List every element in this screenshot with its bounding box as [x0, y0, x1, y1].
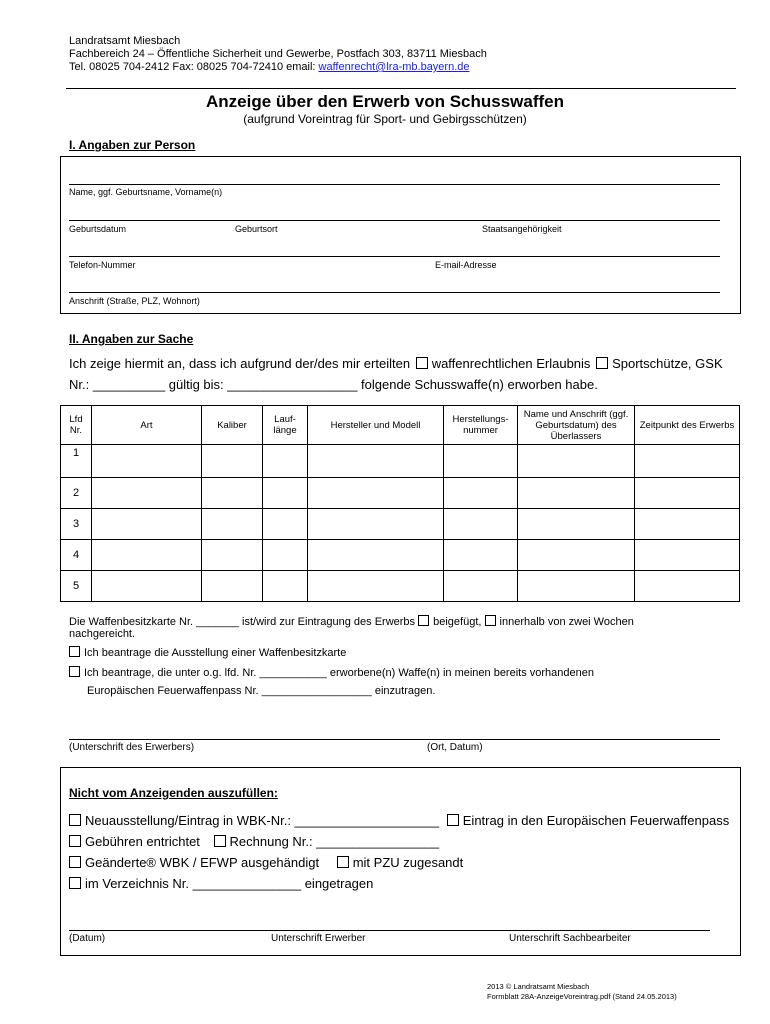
office-date-label: (Datum)	[69, 933, 106, 944]
declaration-line2: Nr.: __________ gültig bis: __________________ folgende Schusswaffe(n) erworben habe.	[69, 377, 598, 392]
invoice-checkbox[interactable]	[214, 835, 226, 847]
row-number: 5	[61, 571, 92, 602]
cell-input[interactable]	[308, 509, 444, 540]
cell-input[interactable]	[308, 571, 444, 602]
cell-input[interactable]	[635, 445, 740, 478]
submitted-later-label: innerhalb von zwei Wochen	[499, 616, 634, 628]
cell-input[interactable]	[308, 478, 444, 509]
birthdate-label: Geburtsdatum	[69, 224, 127, 234]
cell-input[interactable]	[202, 540, 263, 571]
cell-input[interactable]	[518, 478, 635, 509]
office-buyer-sign-label: Unterschrift Erwerber	[271, 933, 366, 944]
cell-input[interactable]	[202, 509, 263, 540]
cell-input[interactable]	[518, 445, 635, 478]
invoice-label: Rechnung Nr.: _________________	[229, 834, 440, 849]
signature-line[interactable]	[69, 739, 720, 740]
address-line[interactable]	[69, 292, 720, 293]
wbk-entry-checkbox[interactable]	[69, 814, 81, 826]
new-wbk-label: Ich beantrage die Ausstellung einer Waffenbesitzkarte	[84, 647, 347, 659]
section2-title: II. Angaben zur Sache	[69, 332, 194, 346]
office-name: Landratsamt Miesbach	[69, 35, 181, 47]
attached-label: beigefügt,	[433, 616, 482, 628]
place-date-label: (Ort, Datum)	[427, 742, 483, 753]
cell-input[interactable]	[92, 540, 202, 571]
nationality-label: Staatsangehörigkeit	[482, 224, 562, 234]
name-line[interactable]	[69, 184, 720, 185]
row-number: 1	[61, 445, 92, 478]
sport-shooter-label: Sportschütze, GSK	[612, 356, 723, 371]
table-row	[61, 540, 740, 571]
email-label: E-mail-Adresse	[435, 260, 497, 270]
registry-label: im Verzeichnis Nr. _______________ eingetragen	[85, 876, 374, 891]
section1-title: I. Angaben zur Person	[69, 138, 196, 152]
office-row2	[69, 834, 439, 849]
efwp-entry-checkbox[interactable]	[447, 814, 459, 826]
table-header-row	[61, 406, 740, 445]
email-link[interactable]: waffenrecht@lra-mb.bayern.de	[318, 61, 470, 73]
table-row	[61, 571, 740, 602]
cell-input[interactable]	[202, 445, 263, 478]
buyer-signature-label: (Unterschrift des Erwerbers)	[69, 742, 195, 753]
permit-line1	[69, 615, 634, 628]
declaration-intro: Ich zeige hiermit an, dass ich aufgrund der/des mir erteilten	[69, 356, 411, 371]
efwp-option-cont: Europäischen Feuerwaffenpass Nr. __________________ einzutragen.	[87, 685, 436, 697]
col-header-date: Zeitpunkt des Erwerbs	[635, 406, 740, 445]
address-label: Anschrift (Straße, PLZ, Wohnort)	[69, 296, 200, 306]
row-number: 3	[61, 509, 92, 540]
cell-input[interactable]	[202, 571, 263, 602]
registry-checkbox[interactable]	[69, 877, 81, 889]
cell-input[interactable]	[635, 540, 740, 571]
cell-input[interactable]	[635, 571, 740, 602]
header-divider	[66, 88, 736, 89]
weapons-table	[60, 405, 740, 602]
form-subtitle: (aufgrund Voreintrag für Sport- und Gebirgsschützen)	[243, 112, 527, 126]
name-label: Name, ggf. Geburtsname, Vorname(n)	[69, 187, 223, 197]
cell-input[interactable]	[202, 478, 263, 509]
office-department: Fachbereich 24 – Öffentliche Sicherheit und Gewerbe, Postfach 303, 83711 Miesbach	[69, 48, 487, 60]
efwp-entry-label: Eintrag in den Europäischen Feuerwaffenpass	[462, 813, 730, 828]
table-row	[61, 478, 740, 509]
handed-out-checkbox[interactable]	[69, 856, 81, 868]
footer-copyright: 2013 © Landratsamt Miesbach	[487, 982, 590, 991]
fees-paid-checkbox[interactable]	[69, 835, 81, 847]
office-signature-line[interactable]	[69, 930, 710, 931]
cell-input[interactable]	[444, 571, 518, 602]
office-row1	[69, 813, 729, 828]
col-header-barrel-length: Lauf- länge	[263, 406, 308, 445]
new-wbk-checkbox[interactable]	[69, 646, 80, 657]
contact-phone-fax: Tel. 08025 704-2412 Fax: 08025 704-72410 email:	[69, 61, 319, 73]
row-number: 4	[61, 540, 92, 571]
table-row	[61, 509, 740, 540]
col-header-art: Art	[92, 406, 202, 445]
efwp-label: Ich beantrage, die unter o.g. lfd. Nr. ___________ erworbene(n) Waffe(n) in meinen bereits vorhandenen	[84, 667, 594, 679]
cell-input[interactable]	[518, 540, 635, 571]
office-use-title: Nicht vom Anzeigenden auszufüllen:	[69, 786, 278, 800]
declaration-line1	[69, 356, 723, 371]
cell-input[interactable]	[263, 571, 308, 602]
cell-input[interactable]	[263, 445, 308, 478]
contact-line[interactable]	[69, 256, 720, 257]
col-header-nr: Lfd Nr.	[61, 406, 92, 445]
permit-type-checkbox[interactable]	[416, 357, 428, 369]
cell-input[interactable]	[308, 540, 444, 571]
cell-input[interactable]	[92, 509, 202, 540]
cell-input[interactable]	[635, 509, 740, 540]
cell-input[interactable]	[444, 445, 518, 478]
cell-input[interactable]	[92, 571, 202, 602]
new-wbk-option	[69, 646, 346, 659]
cell-input[interactable]	[518, 509, 635, 540]
col-header-caliber: Kaliber	[202, 406, 263, 445]
efwp-option	[69, 666, 594, 679]
cell-input[interactable]	[263, 509, 308, 540]
sport-shooter-checkbox[interactable]	[596, 357, 608, 369]
handed-out-label: Geänderte® WBK / EFWP ausgehändigt	[85, 855, 320, 870]
permit-statement: Die Waffenbesitzkarte Nr. _______ ist/wird zur Eintragung des Erwerbs	[69, 616, 416, 628]
efwp-checkbox[interactable]	[69, 666, 80, 677]
footer-form-id: Formblatt 28A-AnzeigeVoreintrag.pdf (Stand 24.05.2013)	[487, 992, 677, 1001]
cell-input[interactable]	[92, 478, 202, 509]
office-row3	[69, 855, 463, 870]
office-contact	[69, 61, 470, 73]
cell-input[interactable]	[635, 478, 740, 509]
pzu-sent-label: mit PZU zugesandt	[352, 855, 464, 870]
cell-input[interactable]	[308, 445, 444, 478]
col-header-manufacturer: Hersteller und Modell	[308, 406, 444, 445]
cell-input[interactable]	[444, 540, 518, 571]
wbk-entry-label: Neuausstellung/Eintrag in WBK-Nr.: ____________________	[85, 813, 440, 828]
person-box	[60, 156, 741, 314]
permit-line2: nachgereicht.	[69, 628, 136, 640]
phone-label: Telefon-Nummer	[69, 260, 136, 270]
col-header-transferor: Name und Anschrift (ggf. Geburtsdatum) des Überlassers	[518, 406, 635, 445]
birth-line[interactable]	[69, 220, 720, 221]
row-number: 2	[61, 478, 92, 509]
cell-input[interactable]	[518, 571, 635, 602]
cell-input[interactable]	[444, 509, 518, 540]
attached-checkbox[interactable]	[418, 615, 429, 626]
office-clerk-sign-label: Unterschrift Sachbearbeiter	[509, 933, 631, 944]
col-header-serial: Herstellungs- nummer	[444, 406, 518, 445]
form-title: Anzeige über den Erwerb von Schusswaffen	[205, 92, 565, 111]
fees-paid-label: Gebühren entrichtet	[85, 834, 200, 849]
cell-input[interactable]	[92, 445, 202, 478]
submitted-later-checkbox[interactable]	[485, 615, 496, 626]
pzu-sent-checkbox[interactable]	[337, 856, 349, 868]
cell-input[interactable]	[263, 540, 308, 571]
birthplace-label: Geburtsort	[235, 224, 278, 234]
table-row	[61, 445, 740, 478]
cell-input[interactable]	[263, 478, 308, 509]
permit-type-label: waffenrechtlichen Erlaubnis	[431, 356, 591, 371]
cell-input[interactable]	[444, 478, 518, 509]
office-row4	[69, 876, 373, 891]
